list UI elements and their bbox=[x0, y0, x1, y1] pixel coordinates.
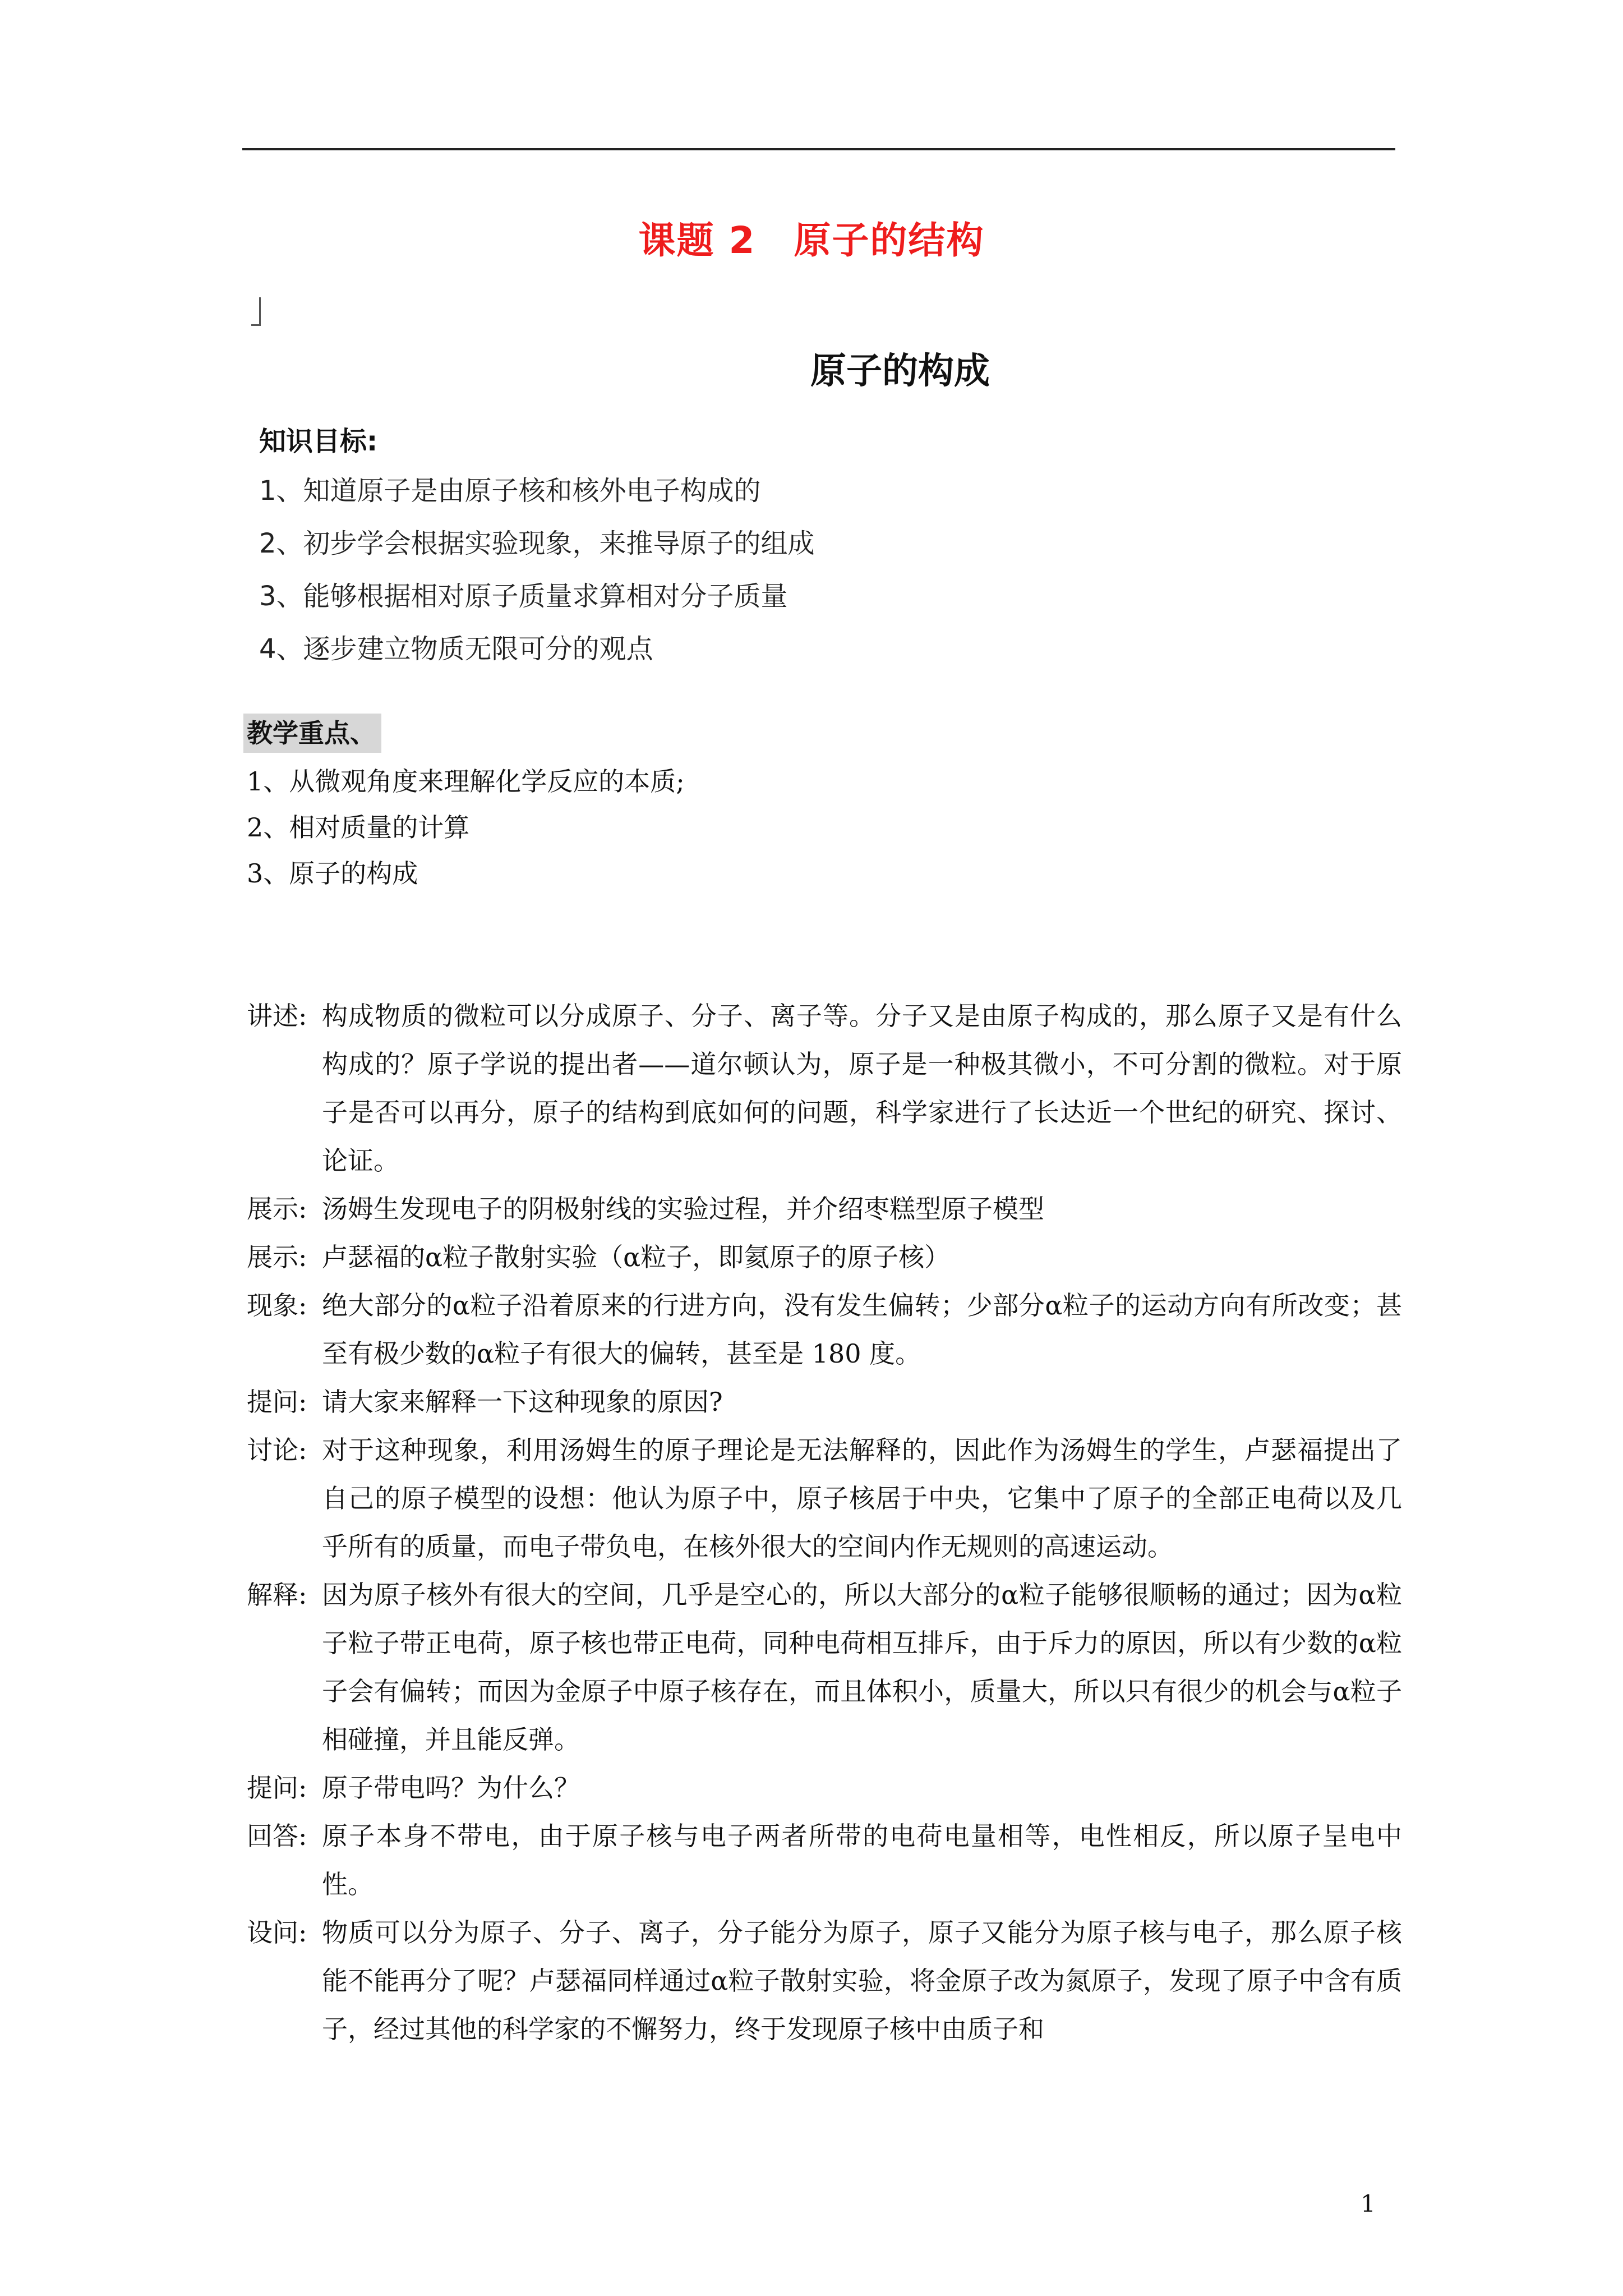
entry-label: 提问: bbox=[247, 1773, 307, 1803]
dialogue-entry bbox=[247, 1426, 1402, 1571]
entry-label: 讲述: bbox=[247, 1001, 307, 1031]
page-title: 课题 2 原子的结构 bbox=[638, 219, 985, 262]
key-points-list bbox=[247, 758, 685, 896]
entry-text: 请大家来解释一下这种现象的原因? bbox=[322, 1387, 723, 1417]
goals-list bbox=[259, 464, 815, 675]
goal-item: 2、初步学会根据实验现象，来推导原子的组成 bbox=[259, 528, 815, 559]
dialogue-entry bbox=[247, 1812, 1402, 1908]
dialogue-entry bbox=[247, 1233, 1402, 1281]
lesson-body bbox=[247, 992, 1402, 2053]
entry-text: 原子本身不带电，由于原子核与电子两者所带的电荷电量相等，电性相反，所以原子呈电中性。 bbox=[322, 1821, 1402, 1899]
header-rule bbox=[242, 148, 1395, 150]
goal-item: 3、能够根据相对原子质量求算相对分子质量 bbox=[259, 581, 788, 612]
dialogue-entry bbox=[247, 1281, 1402, 1378]
entry-label: 提问: bbox=[247, 1387, 307, 1417]
entry-text: 对于这种现象，利用汤姆生的原子理论是无法解释的，因此作为汤姆生的学生，卢瑟福提出了自己的原子模型的设想：他认为原子中，原子核居于中央，它集中了原子的全部正电荷以及几乎所有的质量，而电子带负电，在核外很大的空间内作无规则的高速运动。 bbox=[322, 1435, 1402, 1562]
dialogue-entry bbox=[247, 1378, 1402, 1426]
entry-label: 现象: bbox=[247, 1290, 307, 1320]
section-title: 原子的构成 bbox=[810, 351, 990, 392]
goal-item: 4、逐步建立物质无限可分的观点 bbox=[259, 633, 653, 665]
entry-label: 设问: bbox=[247, 1917, 307, 1948]
dialogue-entry bbox=[247, 1571, 1402, 1764]
entry-text: 构成物质的微粒可以分成原子、分子、离子等。分子又是由原子构成的，那么原子又是有什么构成的？原子学说的提出者——道尔顿认为，原子是一种极其微小，不可分割的微粒。对于原子是否可以再分，原子的结构到底如何的问题，科学家进行了长达近一个世纪的研究、探讨、论证。 bbox=[322, 1001, 1402, 1176]
key-points-heading: 教学重点、 bbox=[243, 714, 381, 753]
entry-label: 讨论: bbox=[247, 1435, 307, 1465]
key-point-item: 1、从微观角度来理解化学反应的本质; bbox=[247, 766, 685, 797]
dialogue-entry bbox=[247, 1764, 1402, 1812]
dialogue-entry bbox=[247, 1185, 1402, 1233]
entry-text: 物质可以分为原子、分子、离子，分子能分为原子，原子又能分为原子核与电子，那么原子核能不能再分了呢？卢瑟福同样通过α粒子散射实验，将金原子改为氮原子，发现了原子中含有质子，经过其他的科学家的不懈努力，终于发现原子核中由质子和 bbox=[322, 1917, 1402, 2044]
goal-item: 1、知道原子是由原子核和核外电子构成的 bbox=[259, 475, 761, 507]
entry-text: 原子带电吗？为什么？ bbox=[322, 1773, 580, 1803]
dialogue-entry bbox=[247, 992, 1402, 1185]
entry-label: 展示: bbox=[247, 1194, 307, 1224]
entry-text: 因为原子核外有很大的空间，几乎是空心的，所以大部分的α粒子能够很顺畅的通过；因为α粒子粒子带正电荷，原子核也带正电荷，同种电荷相互排斥，由于斥力的原因，所以有少数的α粒子会有偏转；而因为金原子中原子核存在，而且体积小，质量大，所以只有很少的机会与α粒子相碰撞，并且能反弹。 bbox=[322, 1580, 1402, 1755]
entry-label: 展示: bbox=[247, 1242, 307, 1272]
entry-text: 绝大部分的α粒子沿着原来的行进方向，没有发生偏转；少部分α粒子的运动方向有所改变；甚至有极少数的α粒子有很大的偏转，甚至是 180 度。 bbox=[322, 1290, 1402, 1369]
page-number: 1 bbox=[1361, 2190, 1376, 2217]
entry-label: 解释: bbox=[247, 1580, 307, 1610]
entry-label: 回答: bbox=[247, 1821, 307, 1851]
entry-text: 汤姆生发现电子的阴极射线的实验过程，并介绍枣糕型原子模型 bbox=[322, 1194, 1044, 1224]
entry-text: 卢瑟福的α粒子散射实验（α粒子，即氦原子的原子核） bbox=[322, 1242, 951, 1272]
key-point-item: 2、相对质量的计算 bbox=[247, 812, 470, 843]
goals-heading: 知识目标: bbox=[259, 426, 378, 457]
key-point-item: 3、原子的构成 bbox=[247, 858, 418, 889]
corner-mark-icon bbox=[251, 297, 261, 326]
dialogue-entry bbox=[247, 1908, 1402, 2053]
